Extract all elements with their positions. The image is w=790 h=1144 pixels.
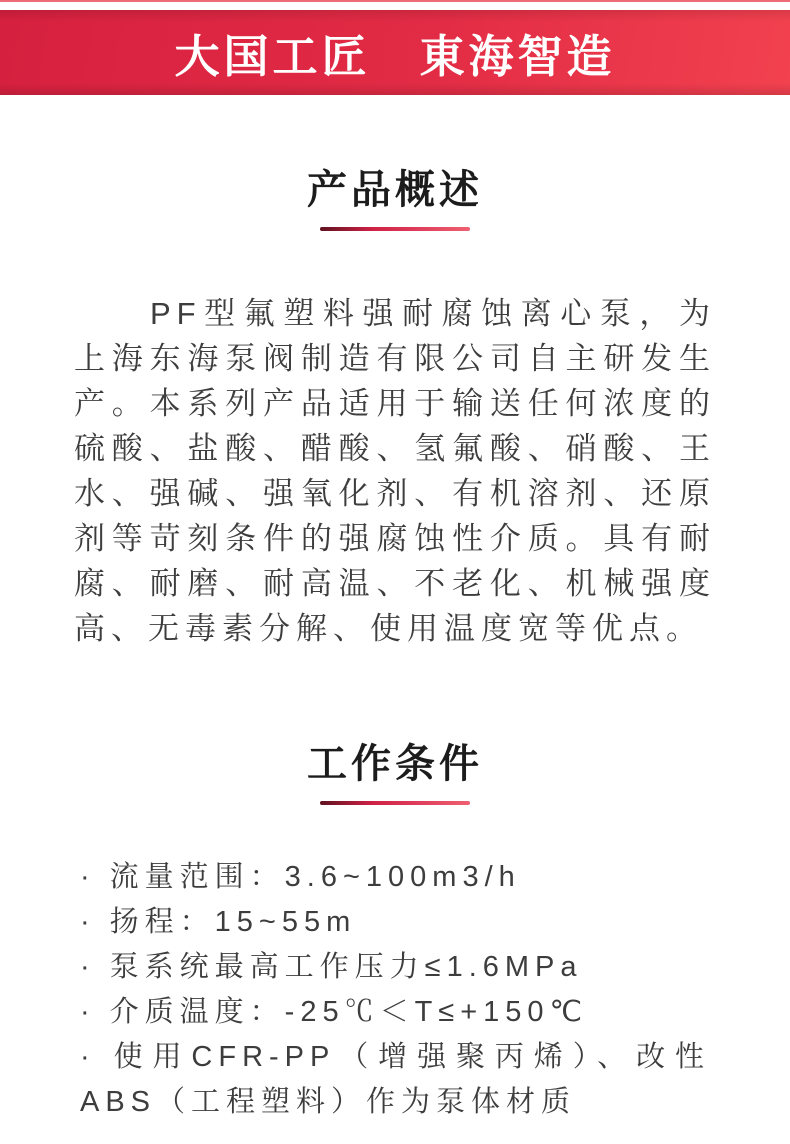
top-gap bbox=[0, 2, 790, 10]
overview-heading: 产品概述 bbox=[307, 168, 483, 212]
list-item-text: 流量范围：3.6~100m3/h bbox=[109, 861, 521, 893]
list-item-text: 介质温度：-25℃＜T≤+150℃ bbox=[109, 996, 589, 1028]
overview-paragraph: PF型氟塑料强耐腐蚀离心泵，为上海东海泵阀制造有限公司自主研发生产。本系列产品适用于输送任何浓度的硫酸、盐酸、醋酸、氢氟酸、硝酸、王水、强碱、强氧化剂、有机溶剂、还原剂等苛刻条件的强腐蚀性介质。具有耐腐、耐磨、耐高温、不老化、机械强度高、无毒素分解、使用温度宽等优点。 bbox=[74, 296, 716, 646]
conditions-heading: 工作条件 bbox=[307, 742, 483, 786]
list-item bbox=[80, 945, 710, 990]
conditions-heading-underline bbox=[320, 801, 470, 805]
bullet-dot-icon: · bbox=[80, 951, 96, 983]
conditions-list bbox=[80, 855, 710, 1125]
list-item-text: 使用CFR-PP（增强聚丙烯）、改性ABS（工程塑料）作为泵体材质 bbox=[80, 1041, 710, 1118]
section-overview bbox=[0, 165, 790, 651]
bullet-dot-icon: · bbox=[80, 906, 96, 938]
list-item-text: 扬程：15~55m bbox=[109, 906, 357, 938]
bullet-dot-icon: · bbox=[80, 996, 96, 1028]
bullet-dot-icon: · bbox=[80, 1041, 96, 1073]
list-item bbox=[80, 900, 710, 945]
list-item bbox=[80, 1035, 710, 1125]
overview-heading-underline bbox=[320, 227, 470, 231]
banner-title: 大国工匠 東海智造 bbox=[174, 31, 616, 82]
bullet-dot-icon: · bbox=[80, 861, 96, 893]
section-conditions bbox=[0, 739, 790, 1125]
list-item bbox=[80, 855, 710, 900]
brand-banner bbox=[0, 10, 790, 95]
list-item-text: 泵系统最高工作压力≤1.6MPa bbox=[109, 951, 583, 983]
list-item bbox=[80, 990, 710, 1035]
